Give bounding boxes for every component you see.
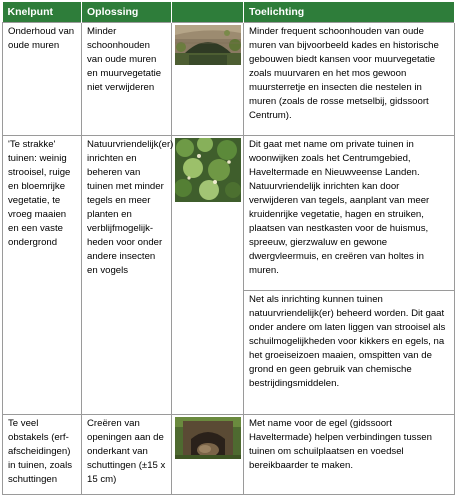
cell-knelpunt: Onderhoud van oude muren <box>3 23 82 136</box>
old-wall-bridge-photo <box>175 25 241 65</box>
cell-toelichting-2: Net als inrichting kunnen tuinen natuurvriendelijk(er) beheerd worden. Dit gaat onder andere om laten liggen van strooisel als schuilmogelijkheden voor kikkers en egels, na het groeiseizoen maaien, omspitten van de grond en geen gebruik van chemische bestrijdingsmiddelen. <box>244 291 455 415</box>
cell-toelichting: Met name voor de egel (gidssoort Haveltermade) helpen verbindingen tussen tuinen om schuilplaatsen en voedsel bereikbaarder te maken. <box>244 415 455 495</box>
header-knelpunt: Knelpunt <box>3 2 82 23</box>
cell-oplossing: Creëren van openingen aan de onderkant van schuttingen (±15 x 15 cm) <box>82 415 172 495</box>
table-row <box>3 23 455 136</box>
cell-oplossing: Natuurvriendelijk(er) inrichten en beheren van tuinen met minder tegels en meer planten en verblijfmogelijk-heden voor onder andere insecten en vogels <box>82 136 172 415</box>
header-image <box>172 2 244 23</box>
table-row <box>3 415 455 495</box>
table-row <box>3 136 455 291</box>
cell-toelichting: Dit gaat met name om private tuinen in woonwijken zoals het Centrumgebied, Haveltermade en Nieuwveense Landen. Natuurvriendelijk inrichten kan door verwijderen van tegels, aanplant van meer kruidenrijke vegetatie, hagen en struiken, plaatsen van nestkasten voor de huismus, spreeuw, gierzwaluw en gewone dwergvleermuis, en creëren van holtes in muren. <box>244 136 455 291</box>
measures-table <box>2 2 455 495</box>
cell-knelpunt: 'Te strakke' tuinen: weinig strooisel, ruige en bloemrijke vegetatie, te vroeg maaien en een vaste ondergrond <box>3 136 82 415</box>
hedgehog-fence-opening-photo <box>175 417 241 459</box>
header-oplossing: Oplossing <box>82 2 172 23</box>
cell-knelpunt: Te veel obstakels (erf-afscheidingen) in tuinen, zoals schuttingen <box>3 415 82 495</box>
cell-toelichting: Minder frequent schoonhouden van oude muren van bijvoorbeeld kades en historische gebouwen biedt kansen voor muurvegetatie zoals muurvaren en het mos gewoon muursterretje en insecten die nestelen in muren (zoals de rosse metselbij, gidssoort Centrum). <box>244 23 455 136</box>
cell-image <box>172 23 244 136</box>
garden-plants-photo <box>175 138 241 202</box>
table-header-row <box>3 2 455 23</box>
cell-image <box>172 415 244 495</box>
header-toelichting: Toelichting <box>244 2 455 23</box>
cell-image <box>172 136 244 415</box>
cell-oplossing: Minder schoonhouden van oude muren en muurvegetatie niet verwijderen <box>82 23 172 136</box>
